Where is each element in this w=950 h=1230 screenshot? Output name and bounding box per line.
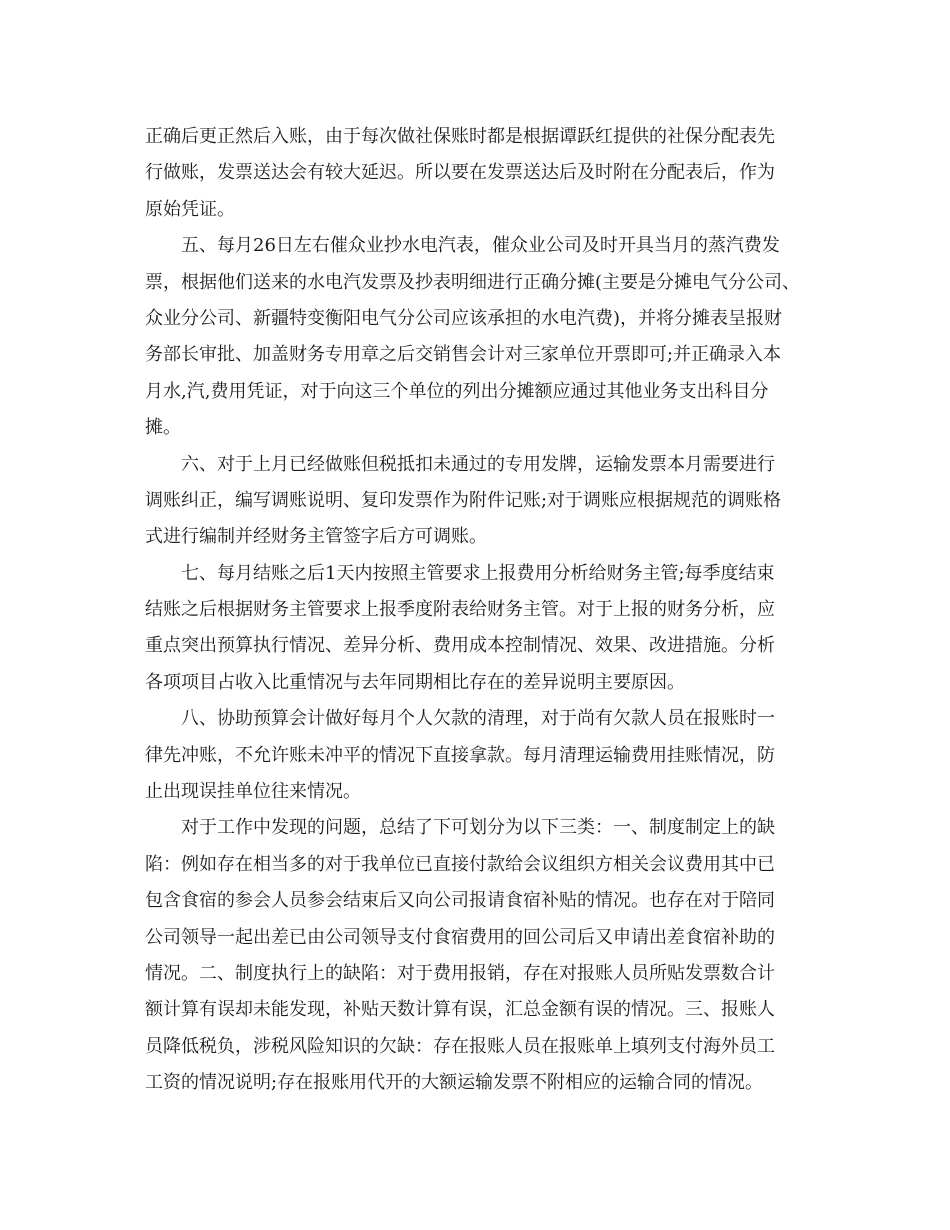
text-line: 调账纠正，编写调账说明、复印发票作为附件记账;对于调账应根据规范的调账格 bbox=[145, 489, 782, 511]
text-line: 公司领导一起出差已由公司领导支付食宿费用的回公司后又申请出差食宿补助的 bbox=[145, 926, 775, 948]
text-line: 结账之后根据财务主管要求上报季度附表给财务主管。对于上报的财务分析，应 bbox=[145, 599, 775, 621]
text-line: 重点突出预算执行情况、差异分析、费用成本控制情况、效果、改进措施。分析 bbox=[145, 635, 775, 657]
text-line: 律先冲账，不允许账未冲平的情况下直接拿款。每月清理运输费用挂账情况，防 bbox=[145, 744, 775, 766]
text-line: 票，根据他们送来的水电汽发票及抄表明细进行正确分摊(主要是分摊电气分公司、 bbox=[145, 271, 801, 293]
text-line: 众业分公司、新疆特变衡阳电气分公司应该承担的水电汽费)，并将分摊表呈报财 bbox=[145, 307, 783, 329]
text-line: 员降低税负，涉税风险知识的欠缺：存在报账人员在报账单上填列支付海外员工 bbox=[145, 1035, 775, 1057]
text-line: 式进行编制并经财务主管签字后方可调账。 bbox=[145, 526, 487, 548]
text-line: 七、每月结账之后1天内按照主管要求上报费用分析给财务主管;每季度结束 bbox=[145, 562, 775, 584]
text-line: 陷：例如存在相当多的对于我单位已直接付款给会议组织方相关会议费用其中已 bbox=[145, 853, 775, 875]
text-line: 六、对于上月已经做账但税抵扣未通过的专用发牌，运输发票本月需要进行 bbox=[145, 453, 775, 475]
text-line: 额计算有误却未能发现，补贴天数计算有误，汇总金额有误的情况。三、报账人 bbox=[145, 999, 775, 1021]
text-line: 八、协助预算会计做好每月个人欠款的清理，对于尚有欠款人员在报账时一 bbox=[145, 708, 775, 730]
text-line: 止出现误挂单位往来情况。 bbox=[145, 781, 361, 803]
text-line: 各项项目占收入比重情况与去年同期相比存在的差异说明主要原因。 bbox=[145, 671, 685, 693]
text-line: 正确后更正然后入账，由于每次做社保账时都是根据谭跃红提供的社保分配表先 bbox=[145, 126, 775, 147]
text-line: 包含食宿的参会人员参会结束后又向公司报请食宿补贴的情况。也存在对于陪同 bbox=[145, 890, 775, 912]
text-line: 行做账，发票送达会有较大延迟。所以要在发票送达后及时附在分配表后，作为 bbox=[145, 162, 775, 184]
text-line: 工资的情况说明;存在报账用代开的大额运输发票不附相应的运输合同的情况。 bbox=[145, 1072, 764, 1094]
text-line: 情况。二、制度执行上的缺陷：对于费用报销，存在对报账人员所贴发票数合计 bbox=[145, 962, 775, 984]
text-line: 月水,汽,费用凭证，对于向这三个单位的列出分摊额应通过其他业务支出科目分 bbox=[145, 380, 769, 402]
text-line: 摊。 bbox=[145, 417, 181, 439]
text-line: 原始凭证。 bbox=[145, 198, 235, 220]
text-line: 对于工作中发现的问题，总结了下可划分为以下三类：一、制度制定上的缺 bbox=[145, 817, 775, 839]
text-line: 五、每月26日左右催众业抄水电汽表，催众业公司及时开具当月的蒸汽费发 bbox=[145, 235, 780, 257]
document-body bbox=[145, 119, 805, 1102]
text-line: 务部长审批、加盖财务专用章之后交销售会计对三家单位开票即可;并正确录入本 bbox=[145, 344, 782, 366]
